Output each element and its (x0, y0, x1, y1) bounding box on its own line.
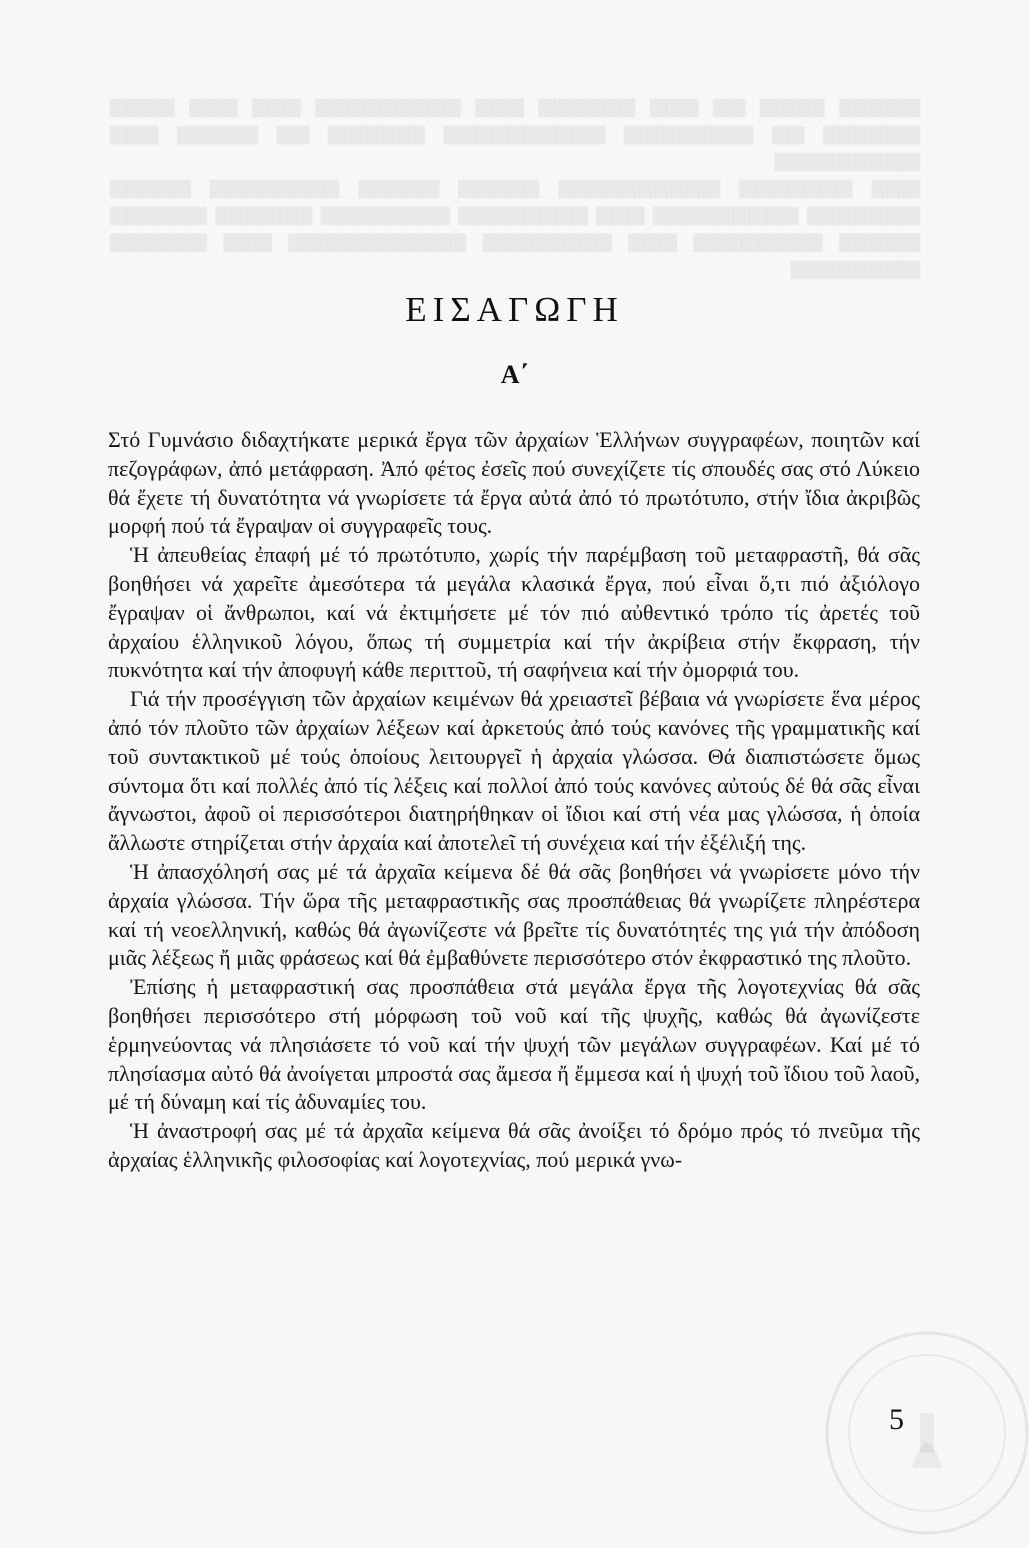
paragraph-5: Ἐπίσης ἡ μεταφραστική σας προσπάθεια στά μεγάλα ἔργα τῆς λογοτεχνίας θά σᾶς βοηθήσει περισσότερο στή μόρφωση τοῦ νοῦ καί τῆς ψυχῆς, καθώς θά ἀγωνίζεστε ἑρμηνεύοντας νά πλησιάσετε τό νοῦ καί τήν ψυχή τῶν μεγάλων συγγραφέων. Καί μέ τό πλησίασμα αὐτό θά ἀνοίγεται μπροστά σας ἄμεσα ἤ ἔμμεσα καί ἡ ψυχή τοῦ ἴδιου τοῦ λαοῦ, μέ τή δύναμη καί τίς ἀδυναμίες του. (108, 974, 920, 1115)
paragraph-4: Ἡ ἀπασχόλησή σας μέ τά ἀρχαῖα κείμενα δέ θά σᾶς βοηθήσει νά γνωρίσετε μόνο τήν ἀρχαία γλώσσα. Τήν ὥρα τῆς μεταφραστικῆς σας προσπάθειας θά γνωρίζετε πληρέστερα καί τή νεοελληνική, καθώς θά ἀγωνίζεστε νά βρεῖτε τίς δυνατότητές της γιά τήν ἀπόδοση μιᾶς λέξεως ἤ μιᾶς φράσεως καί θά ἐμβαθύνετε περισσότερο στόν ἐκφραστικό της πλοῦτο. (108, 858, 920, 971)
library-stamp-icon (812, 1318, 1029, 1548)
reverse-side-show-through: ▆▆▆▆▆ ▆▆▆▆ ▆▆ ▆▆▆ ▆▆▆▆▆▆ ▆▆▆ ▆▆▆▆▆▆▆▆▆ ▆▆▆ ▆▆▆ ▆▆▆▆ ▆▆▆▆▆▆ ▆▆ ▆▆▆▆▆▆▆▆ ▆▆▆▆▆▆▆▆▆▆ ▆▆▆▆▆▆ ▆▆ ▆▆▆▆▆ ▆▆▆ ▆▆▆▆▆▆▆▆▆ ▆▆▆ ▆▆▆▆▆▆▆ ▆▆▆▆▆▆▆▆▆▆ ▆▆▆▆▆ ▆▆▆▆▆ ▆▆▆▆▆▆▆▆ ▆▆▆▆▆ ▆▆▆▆▆▆▆ ▆▆▆▆▆▆▆▆▆ ▆▆▆ ▆▆▆▆▆▆▆▆ ▆▆▆▆▆▆▆▆ ▆▆▆▆▆▆ ▆▆▆▆▆▆ ▆▆▆▆▆ ▆▆▆▆▆▆▆▆ ▆▆▆ ▆▆▆▆▆▆▆▆ ▆▆▆▆▆▆▆▆▆▆▆ ▆▆▆ ▆▆▆▆▆▆ ▆▆▆▆▆▆▆▆ (110, 93, 920, 279)
paragraph-6: Ἡ ἀναστροφή σας μέ τά ἀρχαῖα κείμενα θά σᾶς ἀνοίξει τό δρόμο πρός τό πνεῦμα τῆς ἀρχαίας ἑλληνικῆς φιλοσοφίας καί λογοτεχνίας, πού μερικά γνω- (108, 1118, 920, 1172)
page-number: 5 (889, 1403, 904, 1436)
body-text (108, 426, 920, 1175)
page-title: ΕΙΣΑΓΩΓΗ (405, 290, 624, 329)
section-marker: Α΄ (500, 360, 529, 389)
paragraph-1: Στό Γυμνάσιο διδαχτήκατε μερικά ἔργα τῶν ἀρχαίων Ἑλλήνων συγγραφέων, ποιητῶν καί πεζογράφων, ἀπό μετάφραση. Ἀπό φέτος ἐσεῖς πού συνεχίζετε τίς σπουδές σας στό Λύκειο θά ἔχετε τή δυνατότητα νά γνωρίσετε τά ἔργα αὐτά ἀπό τό πρωτότυπο, στήν ἴδια ἀκριβῶς μορφή πού τά ἔγραψαν οἱ συγγραφεῖς τους. (108, 427, 920, 539)
paragraph-3: Γιά τήν προσέγγιση τῶν ἀρχαίων κειμένων θά χρειαστεῖ βέβαια νά γνωρίσετε ἕνα μέρος ἀπό τόν πλοῦτο τῶν ἀρχαίων λέξεων καί ἀρκετούς ἀπό τούς κανόνες τῆς γραμματικῆς καί τοῦ συντακτικοῦ μέ τούς ὁποίους λειτουργεῖ ἡ ἀρχαία γλώσσα. Θά διαπιστώσετε ὅμως σύντομα ὅτι καί πολλές ἀπό τίς λέξεις καί πολλοί ἀπό τούς κανόνες αὐτούς δέ θά σᾶς εἶναι ἄγνωστοι, ἀφοῦ οἱ περισσότεροι διατηρήθηκαν οἱ ἴδιοι καί στή νέα μας γλώσσα, ἡ ὁποία ἄλλωστε στηρίζεται στήν ἀρχαία καί ἀποτελεῖ τή συνέχεια καί τήν ἐξέλιξή της. (108, 686, 920, 856)
paragraph-2: Ἡ ἀπευθείας ἐπαφή μέ τό πρωτότυπο, χωρίς τήν παρέμβαση τοῦ μεταφραστῆ, θά σᾶς βοηθήσει νά χαρεῖτε ἀμεσότερα τά μεγάλα κλασικά ἔργα, πού εἶναι ὅ,τι πιό ἀξιόλογο ἔγραψαν οἱ ἄνθρωποι, καί νά ἐκτιμήσετε μέ τόν πιό αὐθεντικό τρόπο τίς ἀρετές τοῦ ἀρχαίου ἑλληνικοῦ λόγου, ὅπως τή συμμετρία καί τήν ἀκρίβεια στήν ἔκφραση, τήν πυκνότητα καί τήν ἀποφυγή κάθε περιττοῦ, τή σαφήνεια καί τήν ὀμορφιά του. (108, 542, 920, 683)
